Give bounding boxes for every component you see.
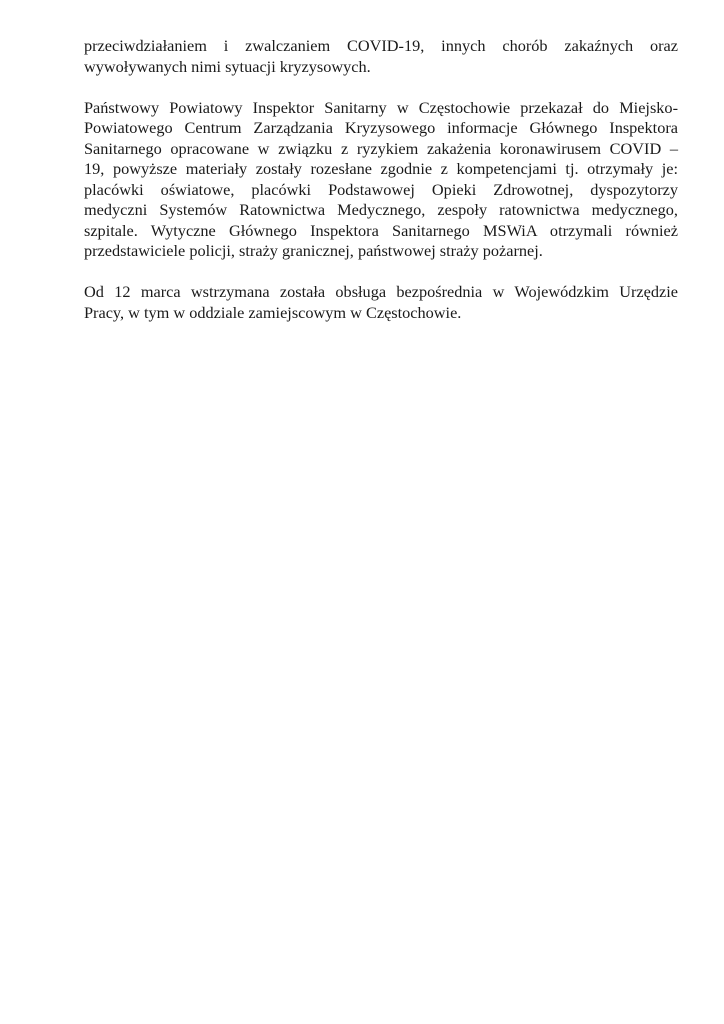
text-line: Od 12 marca wstrzymana została obsługa bezpośrednia w Wojewódzkim Urzędzie	[84, 282, 678, 301]
text-line: Powiatowego Centrum Zarządzania Kryzysowego informacje Głównego Inspektora	[84, 118, 678, 137]
text-line: przeciwdziałaniem i zwalczaniem COVID-19, innych chorób zakaźnych oraz	[84, 36, 678, 55]
text-line: wywoływanych nimi sytuacji kryzysowych.	[84, 56, 371, 76]
paragraph-labour-office	[84, 282, 678, 323]
paragraph-covid-prevention	[84, 36, 678, 77]
text-line: Państwowy Powiatowy Inspektor Sanitarny w Częstochowie przekazał do Miejsko-	[84, 97, 678, 117]
text-line: Pracy, w tym w oddziale zamiejscowym w Częstochowie.	[84, 302, 462, 322]
text-line: Sanitarnego opracowane w związku z ryzykiem zakażenia koronawirusem COVID –	[84, 138, 678, 158]
paragraph-sanitary-inspector	[84, 98, 678, 262]
text-line: 19, powyższe materiały zostały rozesłane zgodnie z kompetencjami tj. otrzymały je:	[84, 159, 678, 178]
text-line: medyczni Systemów Ratownictwa Medycznego, zespoły ratownictwa medycznego,	[84, 200, 678, 219]
text-line: placówki oświatowe, placówki Podstawowej Opieki Zdrowotnej, dyspozytorzy	[84, 179, 678, 199]
document-body	[84, 36, 678, 344]
text-line: przedstawiciele policji, straży granicznej, państwowej straży pożarnej.	[84, 241, 543, 260]
text-line: szpitale. Wytyczne Głównego Inspektora Sanitarnego MSWiA otrzymali również	[84, 220, 678, 240]
